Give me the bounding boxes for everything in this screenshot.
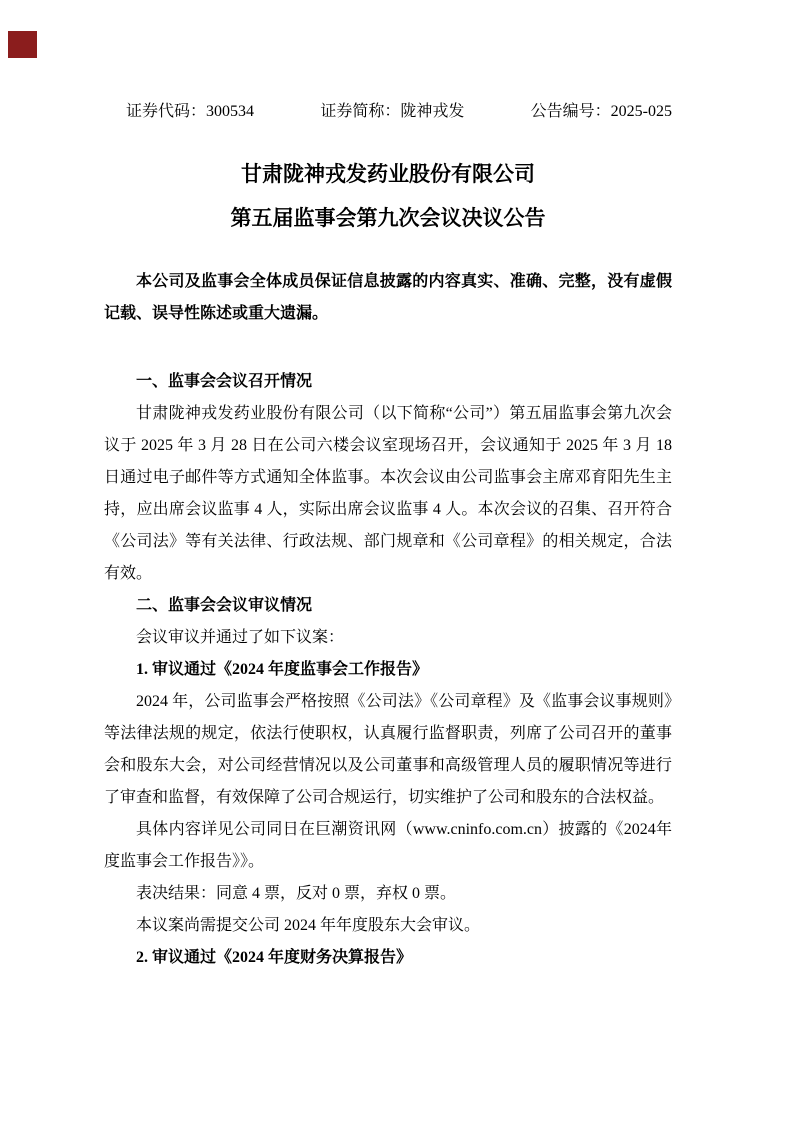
announcement-title: 第五届监事会第九次会议决议公告	[230, 206, 546, 230]
securities-header	[104, 103, 672, 121]
document-titles	[104, 152, 672, 240]
stock-code	[126, 103, 254, 121]
announcement-number-label: 公告编号：	[530, 103, 611, 120]
stock-name-label: 证券简称：	[320, 103, 401, 120]
section2-intro-paragraph: 会议审议并通过了如下议案：	[136, 629, 345, 646]
section1-heading: 一、监事会会议召开情况	[136, 373, 313, 390]
item1-submission-note: 本议案尚需提交公司 2024 年年度股东大会审议。	[136, 917, 481, 934]
company-name-title: 甘肃陇神戎发药业股份有限公司	[241, 162, 535, 186]
announcement-number	[531, 103, 672, 121]
section1-paragraph: 甘肃陇神戎发药业股份有限公司（以下简称“公司”）第五届监事会第九次会议于 2025 年 3 月 28 日在公司六楼会议室现场召开，会议通知于 2025 年 3 月 18 日通过电子邮件等方式通知全体监事。本次会议由公司监事会主席邓育阳先生主持，应出席会议监事 4 人，实际出席会议监事 4 人。本次会议的召集、召开符合《公司法》等有关法律、行政法规、部门规章和《公司章程》的相关规定，合法有效。	[104, 405, 672, 582]
spacer	[104, 330, 672, 366]
item1-vote-result: 表决结果：同意 4 票，反对 0 票，弃权 0 票。	[136, 885, 457, 902]
stock-name	[320, 103, 464, 121]
item2-heading: 2. 审议通过《2024 年度财务决算报告》	[136, 949, 413, 966]
stock-code-label: 证券代码：	[126, 103, 207, 120]
item1-paragraph-disclosure: 具体内容详见公司同日在巨潮资讯网（www.cninfo.com.cn）披露的《2024年度监事会工作报告》》。	[104, 821, 672, 870]
stock-name-value: 陇神戎发	[400, 103, 465, 120]
announcement-number-value: 2025-025	[610, 103, 672, 120]
item1-paragraph-report: 2024 年，公司监事会严格按照《公司法》《公司章程》及《监事会议事规则》等法律法规的规定，依法行使职权，认真履行监督职责，列席了公司召开的董事会和股东大会，对公司经营情况以及公司董事和高级管理人员的履职情况等进行了审查和监督，有效保障了公司合规运行，切实维护了公司和股东的合法权益。	[104, 693, 672, 806]
item1-heading: 1. 审议通过《2024 年度监事会工作报告》	[136, 661, 429, 678]
stock-code-value: 300534	[206, 103, 255, 120]
corner-edit-mark	[8, 31, 37, 58]
disclaimer-paragraph: 本公司及监事会全体成员保证信息披露的内容真实、准确、完整，没有虚假记载、误导性陈述或重大遗漏。	[104, 273, 672, 322]
section2-heading: 二、监事会会议审议情况	[136, 597, 313, 614]
